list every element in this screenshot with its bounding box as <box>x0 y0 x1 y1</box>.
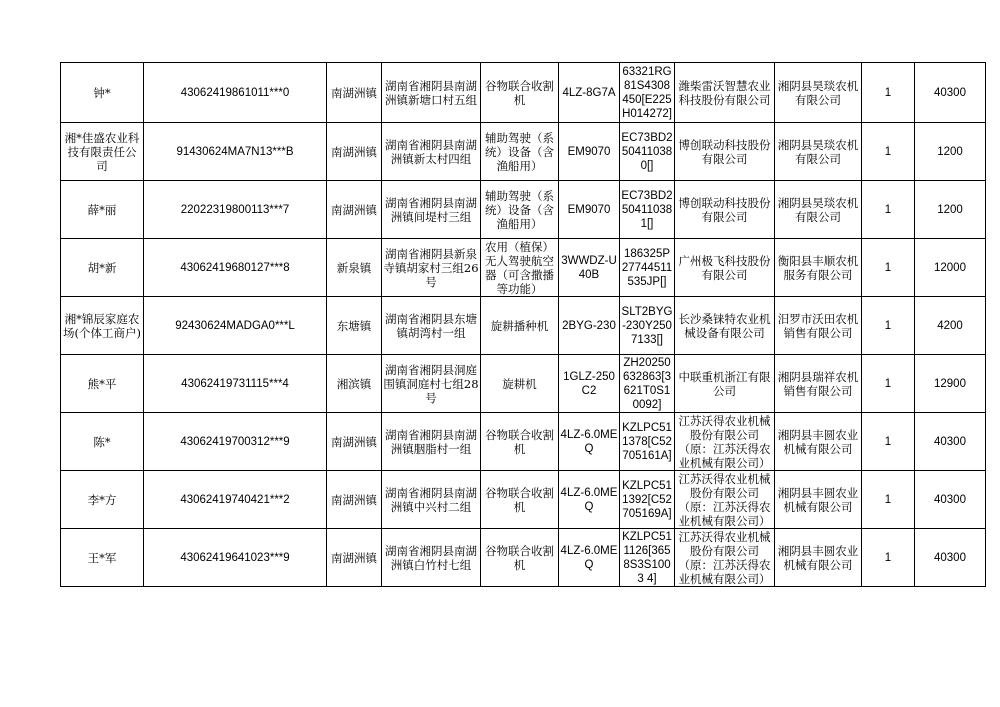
town-cell: 南湖洲镇 <box>327 63 382 123</box>
machine-category-cell: 旋耕播种机 <box>481 297 559 355</box>
model-cell: 4LZ-6.0MEQ <box>559 413 620 471</box>
address-cell: 湖南省湘阴县洞庭围镇洞庭村七组28号 <box>382 355 481 413</box>
applicant-name-cell: 薛*丽 <box>61 181 144 239</box>
manufacturer-cell: 江苏沃得农业机械股份有限公司（原：江苏沃得农业机械有限公司） <box>675 413 775 471</box>
subsidy-table <box>60 62 986 587</box>
address-cell: 湖南省湘阴县南湖洲镇新塘口村五组 <box>382 63 481 123</box>
model-cell: EM9070 <box>559 123 620 181</box>
quantity-cell: 1 <box>862 239 915 297</box>
town-cell: 湘滨镇 <box>327 355 382 413</box>
model-cell: 4LZ-6.0MEQ <box>559 529 620 587</box>
serial-number-cell: EC73BD2504110381[] <box>620 181 675 239</box>
dealer-cell: 湘阴县丰圆农业机械有限公司 <box>775 413 862 471</box>
town-cell: 南湖洲镇 <box>327 181 382 239</box>
table-row <box>61 181 986 239</box>
model-cell: 2BYG-230 <box>559 297 620 355</box>
manufacturer-cell: 江苏沃得农业机械股份有限公司（原：江苏沃得农业机械有限公司） <box>675 529 775 587</box>
address-cell: 湖南省湘阴县新泉寺镇胡家村三组26号 <box>382 239 481 297</box>
quantity-cell: 1 <box>862 123 915 181</box>
dealer-cell: 湘阴县丰圆农业机械有限公司 <box>775 529 862 587</box>
subsidy-amount-cell: 40300 <box>915 63 986 123</box>
table-row <box>61 239 986 297</box>
serial-number-cell: EC73BD2504110380[] <box>620 123 675 181</box>
quantity-cell: 1 <box>862 181 915 239</box>
model-cell: 1GLZ-250C2 <box>559 355 620 413</box>
subsidy-amount-cell: 40300 <box>915 471 986 529</box>
model-cell: 4LZ-6.0MEQ <box>559 471 620 529</box>
address-cell: 湖南省湘阴县东塘镇胡湾村一组 <box>382 297 481 355</box>
dealer-cell: 湘阴县瑞祥农机销售有限公司 <box>775 355 862 413</box>
table-row <box>61 297 986 355</box>
table-row <box>61 529 986 587</box>
id-number-cell: 43062419700312***9 <box>144 413 327 471</box>
address-cell: 湖南省湘阴县南湖洲镇白竹村七组 <box>382 529 481 587</box>
subsidy-amount-cell: 4200 <box>915 297 986 355</box>
dealer-cell: 湘阴县昊琰农机有限公司 <box>775 63 862 123</box>
address-cell: 湖南省湘阴县南湖洲镇新太村四组 <box>382 123 481 181</box>
table-row <box>61 471 986 529</box>
quantity-cell: 1 <box>862 471 915 529</box>
serial-number-cell: KZLPC511126[3658S3S1003 4] <box>620 529 675 587</box>
id-number-cell: 43062419731115***4 <box>144 355 327 413</box>
model-cell: 3WWDZ-U40B <box>559 239 620 297</box>
id-number-cell: 43062419641023***9 <box>144 529 327 587</box>
machine-category-cell: 农用（植保）无人驾驶航空器（可含撒播等功能） <box>481 239 559 297</box>
manufacturer-cell: 广州极飞科技股份有限公司 <box>675 239 775 297</box>
machine-category-cell: 辅助驾驶（系统）设备（含渔船用） <box>481 123 559 181</box>
dealer-cell: 衡阳县丰顺农机服务有限公司 <box>775 239 862 297</box>
table-body <box>61 63 986 587</box>
town-cell: 南湖洲镇 <box>327 471 382 529</box>
id-number-cell: 43062419740421***2 <box>144 471 327 529</box>
model-cell: 4LZ-8G7A <box>559 63 620 123</box>
machine-category-cell: 谷物联合收割机 <box>481 413 559 471</box>
subsidy-amount-cell: 12000 <box>915 239 986 297</box>
quantity-cell: 1 <box>862 297 915 355</box>
applicant-name-cell: 湘*锦辰家庭农场(个体工商户) <box>61 297 144 355</box>
address-cell: 湖南省湘阴县南湖洲镇间堤村三组 <box>382 181 481 239</box>
machine-category-cell: 谷物联合收割机 <box>481 529 559 587</box>
machine-category-cell: 谷物联合收割机 <box>481 471 559 529</box>
dealer-cell: 湘阴县丰圆农业机械有限公司 <box>775 471 862 529</box>
quantity-cell: 1 <box>862 355 915 413</box>
subsidy-amount-cell: 40300 <box>915 529 986 587</box>
dealer-cell: 汨罗市沃田农机销售有限公司 <box>775 297 862 355</box>
machine-category-cell: 辅助驾驶（系统）设备（含渔船用） <box>481 181 559 239</box>
serial-number-cell: KZLPC511378[C52705161A] <box>620 413 675 471</box>
machine-category-cell: 旋耕机 <box>481 355 559 413</box>
applicant-name-cell: 熊*平 <box>61 355 144 413</box>
town-cell: 南湖洲镇 <box>327 529 382 587</box>
model-cell: EM9070 <box>559 181 620 239</box>
id-number-cell: 43062419861011***0 <box>144 63 327 123</box>
town-cell: 南湖洲镇 <box>327 413 382 471</box>
table-row <box>61 63 986 123</box>
manufacturer-cell: 江苏沃得农业机械股份有限公司（原：江苏沃得农业机械有限公司） <box>675 471 775 529</box>
subsidy-amount-cell: 12900 <box>915 355 986 413</box>
serial-number-cell: ZH20250632863[3621T0S10092] <box>620 355 675 413</box>
serial-number-cell: KZLPC511392[C52705169A] <box>620 471 675 529</box>
manufacturer-cell: 长沙桑铼特农业机械设备有限公司 <box>675 297 775 355</box>
applicant-name-cell: 钟* <box>61 63 144 123</box>
serial-number-cell: SLT2BYG-230Y2507133[] <box>620 297 675 355</box>
id-number-cell: 22022319800113***7 <box>144 181 327 239</box>
subsidy-amount-cell: 1200 <box>915 123 986 181</box>
subsidy-amount-cell: 40300 <box>915 413 986 471</box>
dealer-cell: 湘阴县昊琰农机有限公司 <box>775 123 862 181</box>
id-number-cell: 43062419680127***8 <box>144 239 327 297</box>
subsidy-amount-cell: 1200 <box>915 181 986 239</box>
dealer-cell: 湘阴县昊琰农机有限公司 <box>775 181 862 239</box>
serial-number-cell: 63321RG81S4308450[E225H014272] <box>620 63 675 123</box>
applicant-name-cell: 胡*新 <box>61 239 144 297</box>
applicant-name-cell: 陈* <box>61 413 144 471</box>
id-number-cell: 92430624MADGA0***L <box>144 297 327 355</box>
town-cell: 新泉镇 <box>327 239 382 297</box>
address-cell: 湖南省湘阴县南湖洲镇胭脂村一组 <box>382 413 481 471</box>
manufacturer-cell: 潍柴雷沃智慧农业科技股份有限公司 <box>675 63 775 123</box>
quantity-cell: 1 <box>862 413 915 471</box>
town-cell: 南湖洲镇 <box>327 123 382 181</box>
serial-number-cell: 186325P27744511535JP[] <box>620 239 675 297</box>
table-row <box>61 413 986 471</box>
applicant-name-cell: 湘*佳盛农业科技有限责任公司 <box>61 123 144 181</box>
quantity-cell: 1 <box>862 63 915 123</box>
manufacturer-cell: 博创联动科技股份有限公司 <box>675 123 775 181</box>
address-cell: 湖南省湘阴县南湖洲镇中兴村二组 <box>382 471 481 529</box>
applicant-name-cell: 王*军 <box>61 529 144 587</box>
quantity-cell: 1 <box>862 529 915 587</box>
machine-category-cell: 谷物联合收割机 <box>481 63 559 123</box>
town-cell: 东塘镇 <box>327 297 382 355</box>
manufacturer-cell: 博创联动科技股份有限公司 <box>675 181 775 239</box>
table-row <box>61 355 986 413</box>
applicant-name-cell: 李*方 <box>61 471 144 529</box>
table-row <box>61 123 986 181</box>
id-number-cell: 91430624MA7N13***B <box>144 123 327 181</box>
manufacturer-cell: 中联重机浙江有限公司 <box>675 355 775 413</box>
